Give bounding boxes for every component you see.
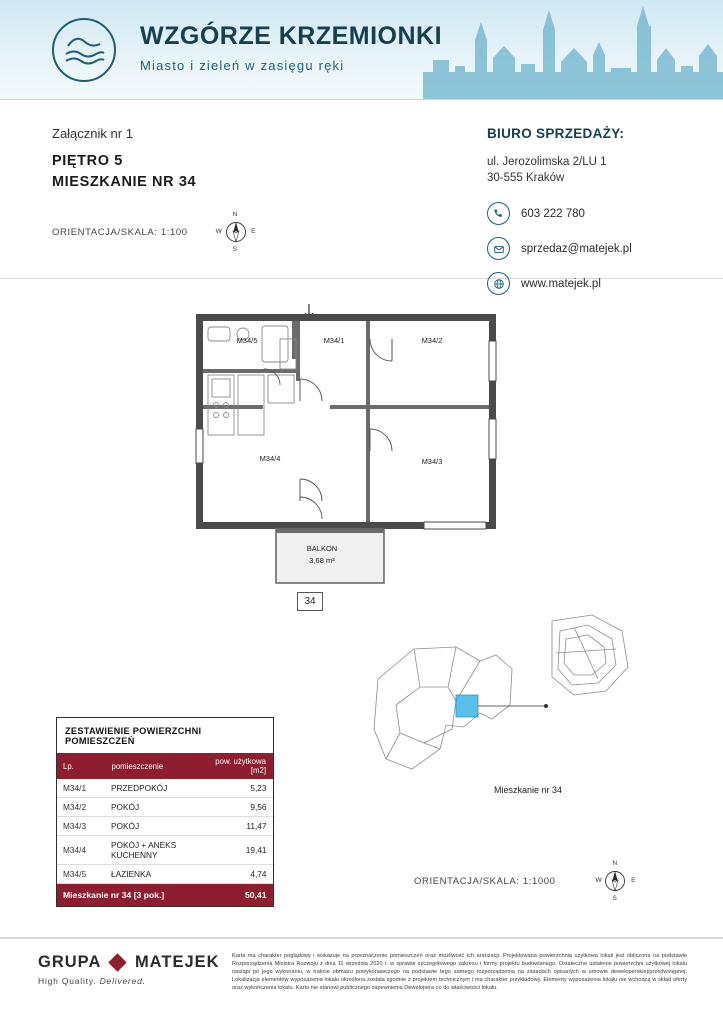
developer-logo-top-right: MATEJEK xyxy=(134,953,220,971)
email-address: sprzedaz@matejek.pl xyxy=(521,242,632,255)
legal-disclaimer: Karta ma charakter poglądowy i wskazuje na przeznaczenie pomieszczeń oraz możliwość ich aranżacji. Projektowana powierzchnia użytkowa lokali jest obliczona na podstawie Rozporządzenia Ministra Rozwoju z dnia 11 września 2020 r. w sprawie szczegółowego zakresu i formy projektu budowlanego. Ostateczne ustalenie powierzchni użytkowej lokalu nastąpi po jego wykonaniu, w trakcie obmiaru powykonawczego na podstawie tego samego rozporządzenia na zasadach opisanych w umowie deweloperskiej/przedwstępnej. Lokalizacja elementów wyposażenia lokalu określona została zgodnie z projektem technicznym i ma charakter przykładowy. Elementy wyposażenia lokalu nie wchodzą w skład oferty oraz wykończenia lokalu. Karta nie stanowi publicznego zapewnienia Dewelopera co do właściwości lokalu. xyxy=(232,953,687,992)
page-footer xyxy=(0,937,723,1023)
info-bar xyxy=(0,100,723,290)
page-header xyxy=(0,0,723,100)
plan-entry-tag: 34 xyxy=(297,592,323,611)
compass-south-label: S xyxy=(232,246,237,253)
minimap-highlight-label: Mieszkanie nr 34 xyxy=(494,785,563,795)
row-room-name: POKÓJ xyxy=(105,817,209,836)
compass-north-label: N xyxy=(232,211,238,218)
minimap-orientation-label: ORIENTACJA/SKALA: 1:1000 xyxy=(414,875,556,887)
areas-table-title: ZESTAWIENIE POWIERZCHNI POMIESZCZEŃ xyxy=(65,726,202,746)
compass-east-label: E xyxy=(251,228,256,235)
address-line-1: ul. Jerozolimska 2/LU 1 xyxy=(487,156,607,168)
phone-row[interactable] xyxy=(487,202,632,225)
brand-subtitle: Miasto i zieleń w zasięgu ręki xyxy=(140,58,345,73)
orientation-row xyxy=(52,212,256,252)
skyline-illustration xyxy=(423,0,723,100)
table-total-row xyxy=(57,884,273,907)
phone-number: 603 222 780 xyxy=(521,207,585,220)
row-area: 4,74 xyxy=(209,865,273,884)
row-lp: M34/5 xyxy=(57,865,105,884)
table-row xyxy=(57,779,273,798)
brand-title: WZGÓRZE KRZEMIONKI xyxy=(140,22,443,50)
minimap-compass-north-label: N xyxy=(612,860,618,867)
col-room: pomieszczenie xyxy=(105,753,209,779)
svg-text:3,68 m²: 3,68 m² xyxy=(309,556,335,565)
svg-text:M34/4: M34/4 xyxy=(259,454,281,463)
site-mini-map xyxy=(360,609,640,809)
row-lp: M34/4 xyxy=(57,836,105,865)
minimap-compass-west-label: W xyxy=(595,877,602,884)
svg-text:M34/1: M34/1 xyxy=(323,336,345,345)
developer-logo-top-left: GRUPA xyxy=(38,953,101,971)
lower-section xyxy=(0,609,723,939)
areas-table xyxy=(57,753,273,906)
row-room-name: POKÓJ + ANEKS KUCHENNY xyxy=(105,836,209,865)
minimap-compass-rose xyxy=(595,861,635,901)
col-lp: Lp. xyxy=(57,753,105,779)
brand-block xyxy=(140,22,442,73)
svg-text:M34/3: M34/3 xyxy=(421,457,443,466)
row-area: 11,47 xyxy=(209,817,273,836)
floor-plan-area xyxy=(0,279,723,609)
table-row xyxy=(57,798,273,817)
row-lp: M34/2 xyxy=(57,798,105,817)
row-lp: M34/1 xyxy=(57,779,105,798)
table-row xyxy=(57,865,273,884)
developer-logo xyxy=(38,953,220,986)
row-lp: M34/3 xyxy=(57,817,105,836)
minimap-compass-south-label: S xyxy=(612,895,617,902)
minimap-orientation-row xyxy=(414,861,635,901)
address-line-2: 30-555 Kraków xyxy=(487,172,565,184)
sales-office-address xyxy=(487,154,632,186)
hill-waves-circle-logo xyxy=(52,18,116,82)
email-row[interactable] xyxy=(487,237,632,260)
row-area: 9,56 xyxy=(209,798,273,817)
table-row xyxy=(57,836,273,865)
floor-label: PIĘTRO 5 xyxy=(52,153,123,169)
developer-tagline-left: High Quality. xyxy=(38,976,97,986)
total-label: Mieszkanie nr 34 [3 pok.] xyxy=(57,884,209,907)
svg-text:BALKON: BALKON xyxy=(306,544,338,553)
col-area: pow. użytkowa [m2] xyxy=(209,753,273,779)
row-area: 19,41 xyxy=(209,836,273,865)
svg-text:M34/2: M34/2 xyxy=(421,336,443,345)
envelope-icon xyxy=(487,237,510,260)
minimap-compass-east-label: E xyxy=(631,877,636,884)
sales-office-title: BIURO SPRZEDAŻY: xyxy=(487,126,625,141)
website-url: www.matejek.pl xyxy=(521,277,601,290)
orientation-scale-label: ORIENTACJA/SKALA: 1:100 xyxy=(52,226,188,238)
row-room-name: ŁAZIENKA xyxy=(105,865,209,884)
row-room-name: PRZEDPOKÓJ xyxy=(105,779,209,798)
areas-table-header-row xyxy=(57,753,273,779)
compass-rose xyxy=(216,212,256,252)
footer-divider xyxy=(0,938,723,939)
flat-number-label: MIESZKANIE NR 34 xyxy=(52,174,197,190)
row-room-name: POKÓJ xyxy=(105,798,209,817)
phone-icon xyxy=(487,202,510,225)
table-row xyxy=(57,817,273,836)
row-area: 5,23 xyxy=(209,779,273,798)
highlighted-flat-marker xyxy=(456,695,478,717)
areas-table-box xyxy=(56,717,274,907)
info-left-column xyxy=(52,126,256,252)
svg-text:M34/5: M34/5 xyxy=(236,336,258,345)
developer-tagline-right: Delivered. xyxy=(99,976,146,986)
total-area: 50,41 xyxy=(209,884,273,907)
annex-label: Załącznik nr 1 xyxy=(52,126,133,141)
compass-west-label: W xyxy=(215,228,222,235)
floor-plan-drawing xyxy=(0,279,723,609)
diamond-icon xyxy=(109,953,127,971)
